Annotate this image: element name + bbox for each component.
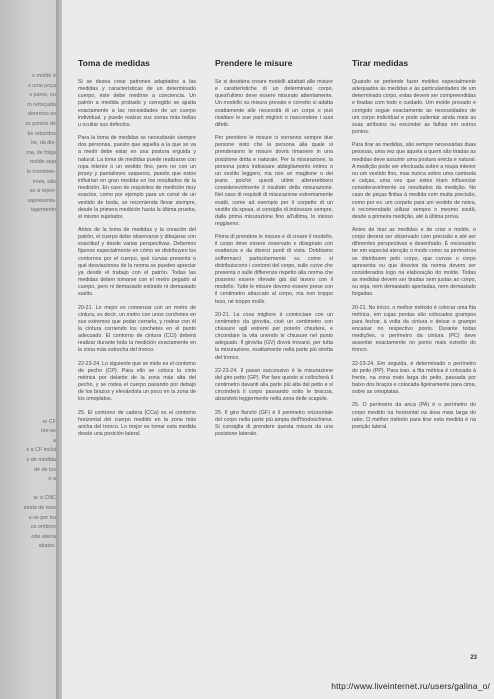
column-portuguese xyxy=(352,58,476,437)
previous-page-text-fragment: ainda de mos xyxy=(23,505,56,511)
previous-page-text-fragment: o de medida xyxy=(26,457,56,463)
previous-page-text-fragment: a xyxy=(53,437,56,444)
previous-page-bleed xyxy=(0,0,58,699)
paragraph: Quando se pretende fazer moldes especialmente adequados às medidas e às particularidades de um determinado corpo, estas devem ser compreendidas e tiradas com todo o cuidado. Um molde provado e corrigido segue exactamente as necessidades de um corpo individual e pode salientar ainda mais as suas atributos ou esconder as falhas em outros pontos. xyxy=(352,79,476,136)
previous-page-text-fragment: abaixo. xyxy=(38,543,56,550)
previous-page-text-fragment: se à repre- xyxy=(29,188,56,195)
previous-page-text-fragment: lo movimen- xyxy=(26,169,56,175)
book-page xyxy=(62,0,494,699)
paragraph: 20-21. La cosa migliore è cominciare con un centimetro da girovita, cioè un centimetro con chiusure agli estremi per poterlo chiudere, e circondare la vita unendo le chiusure nel punto adeguato. Il girovita (GV) dovrà trovarsi, per tutta la misurazione, esattamente nella parte più stretta del tronco. xyxy=(215,311,333,361)
paragraph: Para tirar as medidas, são sempre necessárias duas pessoas, uma vez que aquela a quem são tiradas as medidas deve assumir uma postura erecta e natural. A medição pode ser efectuada sobre a roupa interior ou um vestido fino, mas nunca sobre uma camisola e calças, uma vez que estes iriam influenciar consideravelmente os resultados da medição. No caso de peças finitas à medida com muita precisão, como por ex. um corpete para um vestido de noiva, é recomendado utilizar sempre o mesmo soutã, desde a primeira medição, até à última prova. xyxy=(352,142,476,220)
paragraph: 22-23-24. Lo siguiente que se mide es el contorno de pecho (CP). Para ello se coloca la cinta métrica por delante de la zona más alta del pecho, y se rodea el cuerpo pasando por debajo de los brazos y elevándola un poco en la zona de los omoplatos. xyxy=(78,360,196,403)
paragraph: 20-21. No início, o melhor método é colocar uma fita métrica, em cujas pontas são colocados grampos para fechar, à volta da cintura e deixar o grampo encaixar no respectivo ponto. Durante todas medições, o perímetro da cintura (PC) deve assentar exactamente no ponto mais estreito do tronco. xyxy=(352,304,476,354)
paragraph: Para la toma de medidas se necesitarán siempre dos personas, puesto que aquella a la que se va a medir debe estar en una postura erguida y natural. La toma de medidas puede realizarse con ropa interior o un vestido fino, pero no con un jersey y pantalones vaqueros, puesto que estos influirían en gran medida en los resultados de la medición. En caso de requisitos de medición muy exactos, como por ejemplo para un corsé de un vestido de boda, se recomienda llevar siempre, desde la primera medición hasta la última prueba, el mismo sujetador. xyxy=(78,135,196,220)
previous-page-text-fragment: ss pontos de xyxy=(25,121,56,127)
paragraph: Antes de la toma de medidas y la creación del patrón, el cuerpo debe observarse y dibujarse con exactitud y desde varias perspectivas. Debemos fijarnos especialmente en cómo se distribuyen los contornos por el cuerpo, qué curvas presenta o qué desviaciones de la norma se pueden apreciar ya desde el trabajo con el patrón. Todas las medidas deben tomarse con el metro pegado al cuerpo, pero ni demasiado estirado ni demasiado suelto. xyxy=(78,226,196,298)
watermark-url: http://www.liveinternet.ru/users/galina_o/ xyxy=(331,681,490,691)
paragraph: 25. O perímetro da anca (PA) é o perímetro do corpo medido na horizontal na área mais larga do rabo. O melhor método para tirar esta medida é na posição lateral. xyxy=(352,402,476,430)
page-number: 23 xyxy=(470,655,477,661)
previous-page-text-fragment: imes, são xyxy=(32,178,56,185)
column-italian xyxy=(215,58,333,444)
previous-page-text-fragment: ite, da dis- xyxy=(31,140,56,147)
column-title: Toma de medidas xyxy=(78,58,150,68)
previous-page-text-fragment: m reforçada xyxy=(27,101,56,108)
column-title: Prendere le misure xyxy=(215,58,293,68)
paragraph: Si se desea crear patrones adaptados a las medidas y características de un determinado cuerpo, éste debe medirse a conciencia. Un patrón a medida probado y corregido se ajusta exactamente a las necesidades de un cuerpo individual, y puede realzar sus zonas más bellas u ocultar sus defectos. xyxy=(78,79,196,128)
column-spanish xyxy=(78,58,196,444)
previous-page-text-fragment: de de los xyxy=(34,466,56,473)
previous-page-text-fragment: s a CF inclui xyxy=(26,447,56,454)
paragraph: Antes de tirar as medidas e de criar o molde, o corpo deverá ser observado com precisão e até ser diferentes perspectivas e desenhado. É necessário ter em especial atenção o modo como os perímetros se distribuem pelo corpo, que curvas o corpo apresenta ou que desvios da norma devem ser considerados logo na elaboração do molde. Todas as medidas devem ser tiradas sem justas ao corpo, ou seja, nem demasiado apertadas, nem demasiado folgadas. xyxy=(352,226,476,298)
previous-page-text-fragment: o mofde é xyxy=(32,73,56,79)
previous-page-text-fragment: ode aterra xyxy=(31,533,56,540)
paragraph: 20-21. Lo mejor es comenzar con un metro de cintura, es decir, un metro con unos corchetes en sus extremos que podar cerrarlo, y rodear con él la cintura corriendo los corchetes en el punto adecuado. El contorno de cintura (CCI) deberá realizar durante toda la medición exactamente en la zona más estrecha del tronco. xyxy=(78,304,196,354)
paragraph: Se si desidera creare modelli adattati alle misure e caratteristiche di un determinato corpo, quest'ultimo deve essere misurato attentamente. Un modello su misura provato e corretto si adatta esattamente alle necessità di un corpo e può risaltare le sue parti migliori o nascondere i suoi difetti. xyxy=(215,79,333,128)
previous-page-text-fragment: re CF xyxy=(42,418,56,425)
paragraph: Per prendere le misure ci vorranno sempre due persone visto che la persona alla quale si prenderanno le misure dovrà rimanere in una posizione dritta e naturale. Per la misurazione, la persona potrà indossare abbigliamento intimo o un vestito leggero, ma non un maglione o dei jeans poiché questi ultimi altererebbero considerevolmente il risultato della misurazione. Nel caso di requisiti di misurazione estremamente esatti, come ad esempio per il corpetto di un vestito da sposa, si consiglia di indossare sempre, dalla prima misurazione fino all'ultima, lo stesso reggiseno. xyxy=(215,135,333,227)
previous-page-text-fragment: e a xyxy=(48,476,56,483)
previous-page-text-fragment: s-se por tra xyxy=(28,514,56,521)
previous-page-text-fragment: ma, de folga xyxy=(26,149,56,156)
previous-page-text-fragment: s pares, ou xyxy=(29,92,56,99)
previous-page-text-fragment: bs rebordos xyxy=(27,130,56,137)
paragraph: 22-23-24. Il passo successivo è la misurazione del giro petto (GP). Per fare questo si collocherà il centimetro davanti alla parte più alta del petto e si circonderà il corpo passando sotto le braccia, alzandolo leggermente nella zona delle scapole. xyxy=(215,367,333,403)
column-title: Tirar medidas xyxy=(352,58,409,68)
previous-page-text-fragment: iagemento xyxy=(30,207,56,214)
paragraph: 25. El contorno de cadera (CCa) es el contorno horizontal del cuerpo medido en la zona más ancha del tronco. Lo mejor es tomar esta medida desde una posición lateral. xyxy=(78,409,196,438)
paragraph: Prima di prendere le misure e di creare il modello, il corpo deve essere osservato e disegnato con esattezza e da diversi punti di vista. Dobbiamo soffermarci particolarmente su come si distribuiscono i contorni del corpo, sulle curve che presenta o sulle differenze rispetto alla norma che possono essere rilevate già dal lavoro con il modello. Tutte le misure dovono essere prese con il centimetro attaccato al corpo, ma non troppo teso, né troppo molle. xyxy=(215,234,333,305)
previous-page-text-fragment: molde seja xyxy=(29,159,56,166)
paragraph: 25. Il giro fianchi (GF) è il perimetro orizzontale del corpo nella parte più ampia dell'fondoschiena. Si consiglia di prendere questa misura da una posizione laterale. xyxy=(215,409,333,438)
previous-page-text-fragment: s uma poça xyxy=(28,82,56,89)
previous-page-text-fragment: os ombros xyxy=(30,524,56,531)
previous-page-text-fragment: ar a CNC xyxy=(33,495,56,502)
previous-page-text-fragment: deremos os xyxy=(27,111,56,118)
paragraph: 22-23-24. Em seguida, é determinado o perímetro do peito (PP). Para isso, a fita métrica é colocada à frente, na zona mais larga do peito, passada por baixo dos braços e colocada ligeiramente para cima, sobre as omoplatas. xyxy=(352,360,476,396)
previous-page-text-fragment: ore-se xyxy=(40,428,56,435)
previous-page-text-fragment: sapresenta- xyxy=(27,197,56,204)
